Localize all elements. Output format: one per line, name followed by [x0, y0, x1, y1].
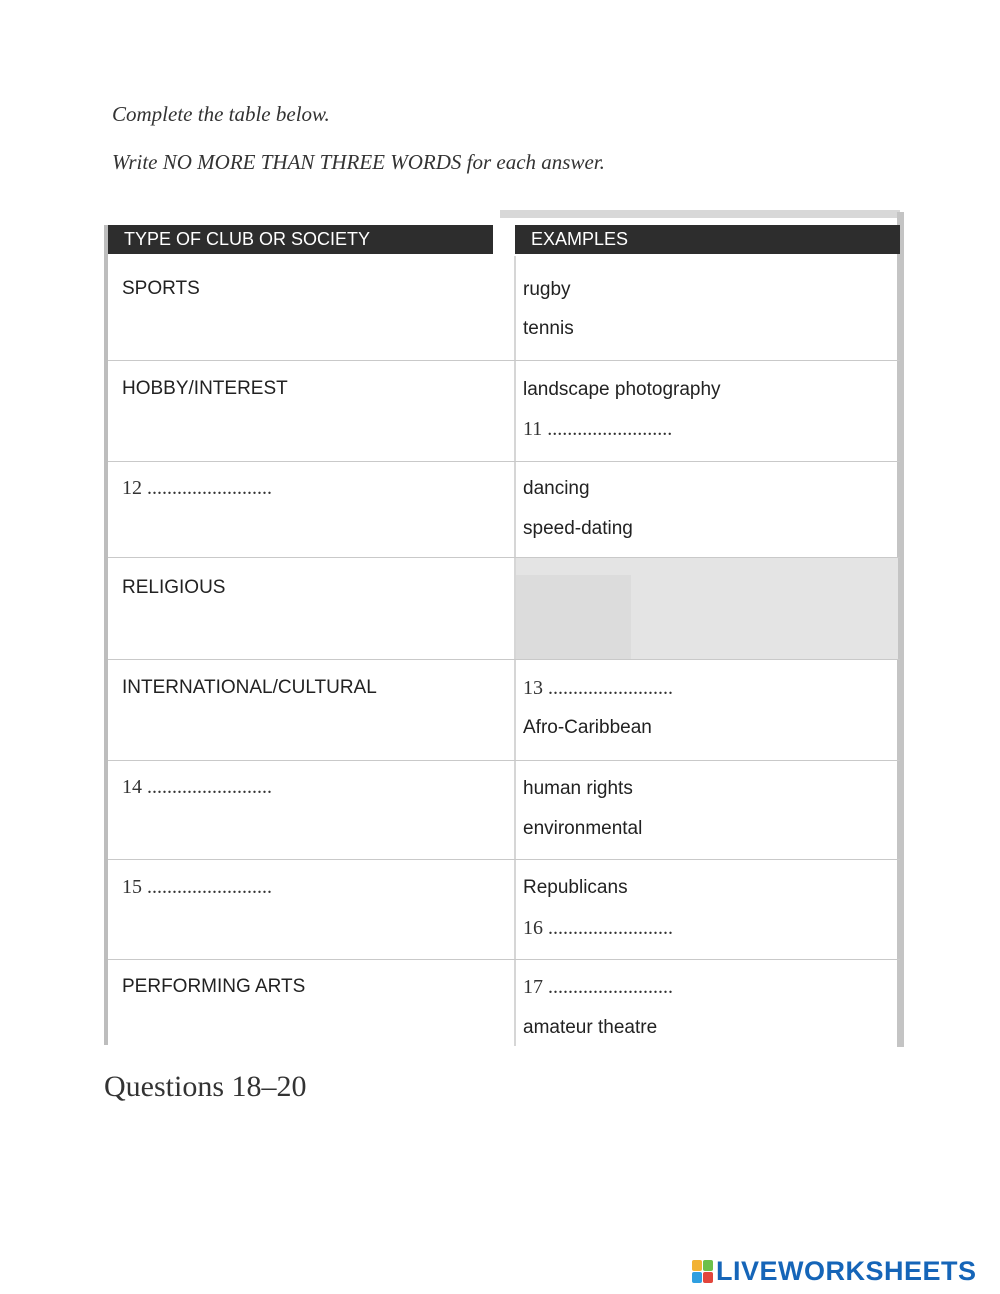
- header-type-of-club: TYPE OF CLUB OR SOCIETY: [108, 225, 493, 254]
- row-divider: [108, 557, 900, 558]
- example-human-rights: human rights: [523, 778, 633, 799]
- logo-square-icon: [692, 1272, 702, 1283]
- instruction-word-limit: Write NO MORE THAN THREE WORDS for each answer.: [112, 150, 605, 174]
- row-divider: [108, 859, 900, 860]
- answer-blank-14[interactable]: 14 .........................: [122, 776, 272, 798]
- table-top-shadow: [500, 210, 900, 218]
- answer-blank-11[interactable]: 11 .........................: [523, 418, 673, 440]
- example-speed-dating: speed-dating: [523, 518, 633, 539]
- answer-blank-15[interactable]: 15 .........................: [122, 876, 272, 898]
- type-international-cultural: INTERNATIONAL/CULTURAL: [122, 677, 377, 698]
- example-tennis: tennis: [523, 318, 574, 339]
- row-divider: [108, 461, 900, 462]
- instruction-complete-table: Complete the table below.: [112, 102, 330, 126]
- answer-blank-12[interactable]: 12 .........................: [122, 477, 272, 499]
- logo-square-icon: [703, 1272, 713, 1283]
- liveworksheets-logo-text: LIVEWORKSHEETS: [716, 1255, 977, 1286]
- type-sports: SPORTS: [122, 278, 200, 299]
- logo-square-icon: [692, 1260, 702, 1271]
- table-left-border: [104, 225, 108, 1045]
- type-hobby-interest: HOBBY/INTEREST: [122, 378, 288, 399]
- row-divider: [108, 760, 900, 761]
- example-dancing: dancing: [523, 478, 590, 499]
- example-amateur-theatre: amateur theatre: [523, 1017, 658, 1038]
- example-republicans: Republicans: [523, 877, 628, 898]
- answer-blank-13[interactable]: 13 .........................: [523, 677, 673, 699]
- row-divider: [108, 959, 900, 960]
- answer-blank-17[interactable]: 17 .........................: [523, 976, 673, 998]
- row-divider: [108, 659, 900, 660]
- questions-heading: Questions 18–20: [104, 1070, 307, 1103]
- example-landscape-photography: landscape photography: [523, 379, 721, 400]
- example-rugby: rugby: [523, 279, 571, 300]
- type-performing-arts: PERFORMING ARTS: [122, 976, 306, 997]
- liveworksheets-logo: [692, 1255, 977, 1287]
- answer-blank-16[interactable]: 16 .........................: [523, 917, 673, 939]
- religious-shade-patch: [516, 575, 631, 659]
- row-divider: [108, 360, 900, 361]
- liveworksheets-logo-icon: [692, 1260, 712, 1282]
- type-religious: RELIGIOUS: [122, 577, 226, 598]
- example-environmental: environmental: [523, 818, 643, 839]
- column-divider: [514, 256, 516, 1046]
- header-examples: EXAMPLES: [515, 225, 900, 254]
- table-right-border: [897, 212, 904, 1047]
- logo-square-icon: [703, 1260, 713, 1271]
- example-afro-caribbean: Afro-Caribbean: [523, 717, 652, 738]
